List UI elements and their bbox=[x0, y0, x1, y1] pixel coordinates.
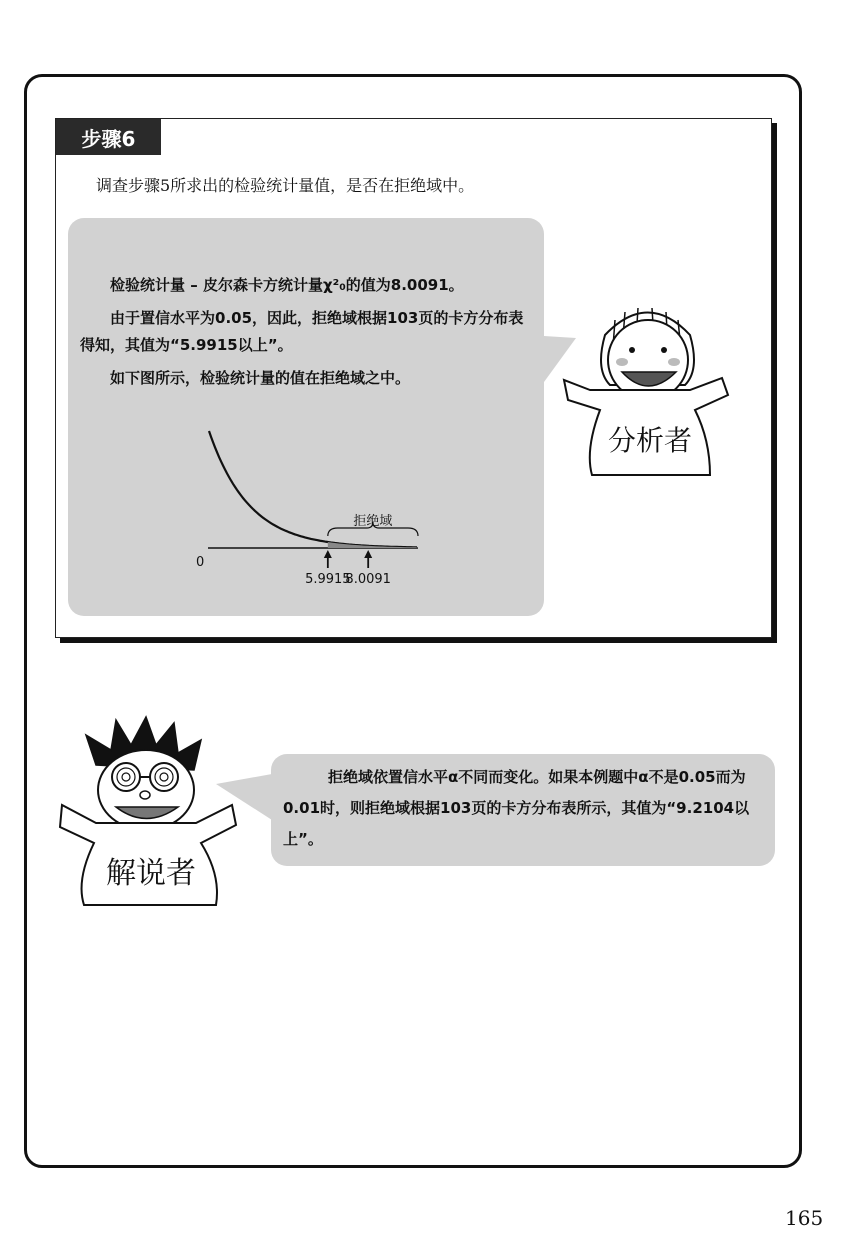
chart-curve bbox=[209, 431, 417, 547]
origin-label: 0 bbox=[196, 555, 205, 570]
analyst-paragraph-3: 如下图所示，检验统计量的值在拒绝域之中。 bbox=[110, 369, 411, 387]
marker-label-0: 5.9915 bbox=[305, 572, 351, 587]
step-instruction: 调查步骤5所求出的检验统计量值，是否在拒绝域中。 bbox=[96, 176, 475, 195]
analyst-character bbox=[560, 290, 735, 490]
explainer-character bbox=[56, 715, 241, 915]
explainer-paragraph: 拒绝域依置信水平α不同而变化。如果本例题中α不是0.05而为0.01时，则拒绝域根据103页的卡方分布表所示，其值为“9.2104以上”。 bbox=[283, 768, 750, 848]
marker-label-1: 8.0091 bbox=[345, 572, 391, 587]
marker-arrowhead-1 bbox=[364, 550, 372, 558]
marker-group bbox=[305, 550, 391, 587]
chi-square-chart bbox=[68, 218, 544, 616]
analyst-label: 分析者 bbox=[607, 424, 693, 457]
explainer-speech-bubble bbox=[271, 754, 775, 866]
marker-arrowhead-0 bbox=[324, 550, 332, 558]
rejection-region-label: 拒绝域 bbox=[353, 514, 393, 529]
explainer-text bbox=[283, 762, 768, 855]
explainer-label: 解说者 bbox=[106, 856, 196, 891]
analyst-paragraph-1: 检验统计量 – 皮尔森卡方统计量χ²₀的值为8.0091。 bbox=[110, 276, 464, 294]
page-number: 165 bbox=[785, 1206, 824, 1230]
analyst-paragraph-2: 由于置信水平为0.05，因此，拒绝域根据103页的卡方分布表得知，其值为“5.9915以上”。 bbox=[80, 309, 524, 354]
step-tag: 步骤6 bbox=[56, 119, 161, 155]
